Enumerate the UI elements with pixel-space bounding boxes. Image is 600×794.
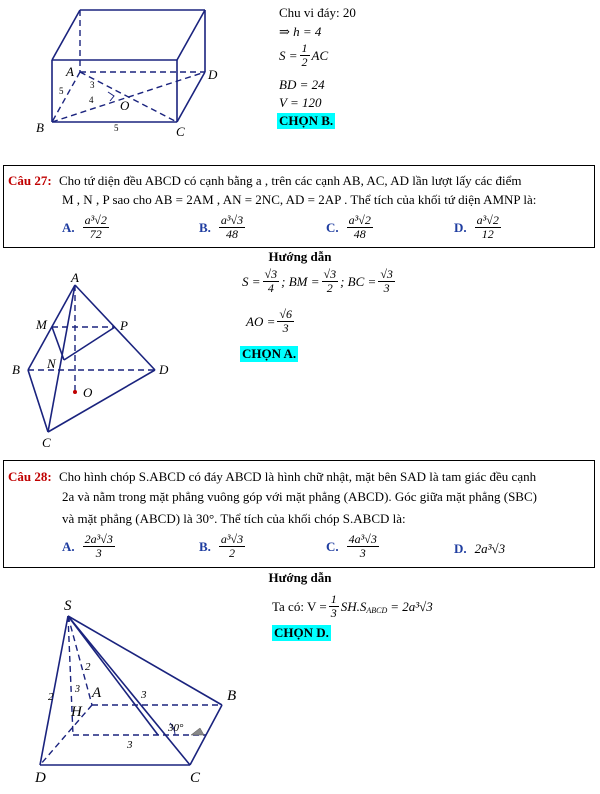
sol28-v-sub: ABCD: [366, 605, 388, 615]
q27-option-b-frac: [219, 214, 245, 241]
q28-option-a-den: 3: [95, 546, 102, 560]
fig1-label-C: C: [176, 124, 185, 139]
fig2-label-O: O: [83, 385, 93, 400]
s-formula: [279, 42, 328, 69]
v-text: V = 120: [279, 95, 322, 110]
q28-option-c-letter: C.: [326, 538, 339, 554]
sol28-formula: [272, 593, 433, 620]
q28-option-a[interactable]: [62, 533, 117, 560]
fig2-label-M: M: [36, 317, 47, 332]
q27-option-d-frac: [475, 214, 501, 241]
q28-option-b-den: 2: [229, 546, 236, 560]
q28-option-c-den: 3: [359, 546, 366, 560]
answer-d-badge: CHỌN D.: [274, 625, 329, 640]
q28-text3: và mặt phẳng (ABCD) là 30°. Thể tích của khối chóp S.ABCD là:: [62, 511, 406, 526]
q27-option-b-letter: B.: [199, 219, 211, 235]
q27-option-c-den: 48: [353, 227, 366, 241]
q27-option-b[interactable]: [199, 214, 247, 241]
fig1-edge-5b: 5: [114, 123, 119, 133]
s-suffix: AC: [311, 47, 329, 63]
fig1-label-B: B: [36, 120, 44, 135]
figure-tetrahedron: [5, 268, 185, 453]
fig2-label-B: B: [12, 362, 20, 377]
answer-b-badge: CHỌN B.: [279, 113, 334, 128]
sol27-ao-den: 3: [282, 321, 289, 335]
question-28-box: [3, 460, 595, 568]
q27-number: Câu 27:: [8, 173, 52, 188]
fig3-edge-3a: 3: [75, 684, 80, 695]
question-27-box: [3, 165, 595, 248]
fig2-label-D: D: [159, 362, 169, 377]
sol27-ao-frac: [277, 308, 294, 335]
fig2-label-C: C: [42, 435, 51, 450]
figure-box: [30, 4, 230, 139]
fig3-label-B: B: [227, 688, 237, 704]
q27-text1: Cho tứ diện đều ABCD có cạnh bằng a , trên các cạnh AB, AC, AD lần lượt lấy các điểm: [58, 173, 522, 188]
fig3-label-D: D: [35, 770, 46, 786]
sol27-bm-den: 2: [326, 281, 333, 295]
fig2-label-P: P: [120, 318, 128, 333]
q27-line1: [8, 173, 521, 189]
answer-a-badge: CHỌN A.: [242, 346, 297, 361]
s-den: 2: [301, 55, 308, 69]
sol27-s-num: √3: [264, 267, 278, 281]
h-value-text: ⇒ h = 4: [279, 24, 322, 39]
q28-text1: Cho hình chóp S.ABCD có đáy ABCD là hình chữ nhật, mặt bên SAD là tam giác đều cạnh: [58, 469, 537, 484]
q27-option-a-num: a³√2: [84, 213, 107, 227]
s-prefix: S =: [279, 47, 298, 63]
sol27-s-frac: [263, 268, 280, 295]
q28-line1: [8, 469, 536, 485]
perimeter-text: Chu vi đáy: 20: [279, 5, 356, 20]
q27-option-b-den: 48: [226, 227, 239, 241]
q27-option-c-letter: C.: [326, 219, 339, 235]
sol27-bm-num: √3: [323, 267, 337, 281]
q27-option-d[interactable]: [454, 214, 503, 241]
fig3-label-H: H: [71, 704, 82, 720]
fig1-edge-4: 4: [89, 95, 94, 105]
sol27-bc-prefix: ; BC =: [340, 273, 377, 289]
sol27-bc-frac: [378, 268, 395, 295]
sol27-s-den: 4: [267, 281, 274, 295]
q27-option-a[interactable]: [62, 214, 111, 241]
sol28-v-den: 3: [330, 606, 337, 620]
q28-option-b-letter: B.: [199, 538, 211, 554]
fig2-label-A: A: [71, 270, 79, 285]
q27-option-b-num: a³√3: [220, 213, 244, 227]
q27-option-c-num: a³√2: [348, 213, 371, 227]
q28-option-a-letter: A.: [62, 538, 75, 554]
q27-option-c-frac: [347, 214, 373, 241]
q27-option-d-den: 12: [481, 227, 494, 241]
q28-option-c[interactable]: [326, 533, 381, 560]
fig3-edge-2a: 2: [48, 691, 54, 703]
sol28-ta-co: Ta có: V =: [272, 598, 327, 614]
q28-text2: 2a và nằm trong mặt phẳng vuông góp với mặt phẳng (ABCD). Góc giữa mặt phẳng (SBC): [62, 489, 537, 504]
q27-option-a-frac: [83, 214, 109, 241]
q28-option-d[interactable]: [454, 541, 505, 557]
q28-option-b[interactable]: [199, 533, 247, 560]
sol27-bm-prefix: ; BM =: [281, 273, 320, 289]
q28-option-c-num: 4a³√3: [348, 532, 377, 546]
sol27-s-prefix: S =: [242, 273, 261, 289]
fig3-label-S: S: [64, 598, 72, 614]
fig3-edge-3c: 3: [127, 739, 133, 751]
fig3-angle-label: 30°: [168, 722, 184, 734]
q27-solution-heading: Hướng dẫn: [268, 249, 332, 264]
q28-number: Câu 28:: [8, 469, 52, 484]
q28-option-a-num: 2a³√3: [84, 532, 113, 546]
sol28-v-rest: SH.S: [340, 598, 367, 614]
q27-option-d-num: a³√2: [476, 213, 499, 227]
sol28-v-frac: [329, 593, 339, 620]
fig3-edge-3b: 3: [141, 689, 147, 701]
q27-text2: M , N , P sao cho AB = 2AM , AN = 2NC, AD = 2AP . Thể tích của khối tứ diện AMNP là:: [62, 192, 537, 207]
q27-options: [62, 210, 592, 246]
q27-option-c[interactable]: [326, 214, 375, 241]
fig1-label-D: D: [208, 67, 218, 82]
q27-option-a-den: 72: [89, 227, 102, 241]
q28-option-c-frac: [347, 533, 379, 560]
sol27-bc-den: 3: [383, 281, 390, 295]
s-fraction: [300, 42, 310, 69]
fig3-edge-2b: 2: [85, 661, 91, 673]
q27-option-d-letter: D.: [454, 219, 467, 235]
s-num: 1: [301, 41, 308, 55]
fig1-label-A: A: [66, 64, 74, 79]
fig1-edge-5a: 5: [59, 86, 64, 96]
sol27-formula-2: [246, 308, 296, 335]
q28-solution-heading: Hướng dẫn: [268, 570, 332, 585]
sol27-formula-1: [242, 268, 397, 295]
fig1-label-O: O: [120, 98, 130, 113]
sol28-v-num: 1: [330, 592, 337, 606]
fig1-edge-3: 3: [90, 80, 95, 90]
sol27-ao-num: √6: [279, 307, 292, 321]
sol28-v-end: = 2a³√3: [390, 598, 433, 614]
fig3-label-C: C: [190, 770, 201, 786]
q28-option-a-frac: [83, 533, 115, 560]
q27-option-a-letter: A.: [62, 219, 75, 235]
sol27-bm-frac: [322, 268, 339, 295]
sol27-ao-prefix: AO =: [246, 313, 276, 329]
q28-option-b-frac: [219, 533, 245, 560]
sol27-bc-num: √3: [380, 267, 393, 281]
fig2-label-N: N: [47, 356, 56, 371]
q28-option-d-letter: D.: [454, 541, 467, 556]
figure-pyramid: [30, 590, 250, 794]
q28-option-b-num: a³√3: [220, 532, 244, 546]
bd-text: BD = 24: [279, 77, 325, 92]
q28-option-d-text: 2a³√3: [474, 541, 506, 556]
q28-options: [62, 531, 592, 567]
fig3-label-A: A: [92, 685, 102, 701]
